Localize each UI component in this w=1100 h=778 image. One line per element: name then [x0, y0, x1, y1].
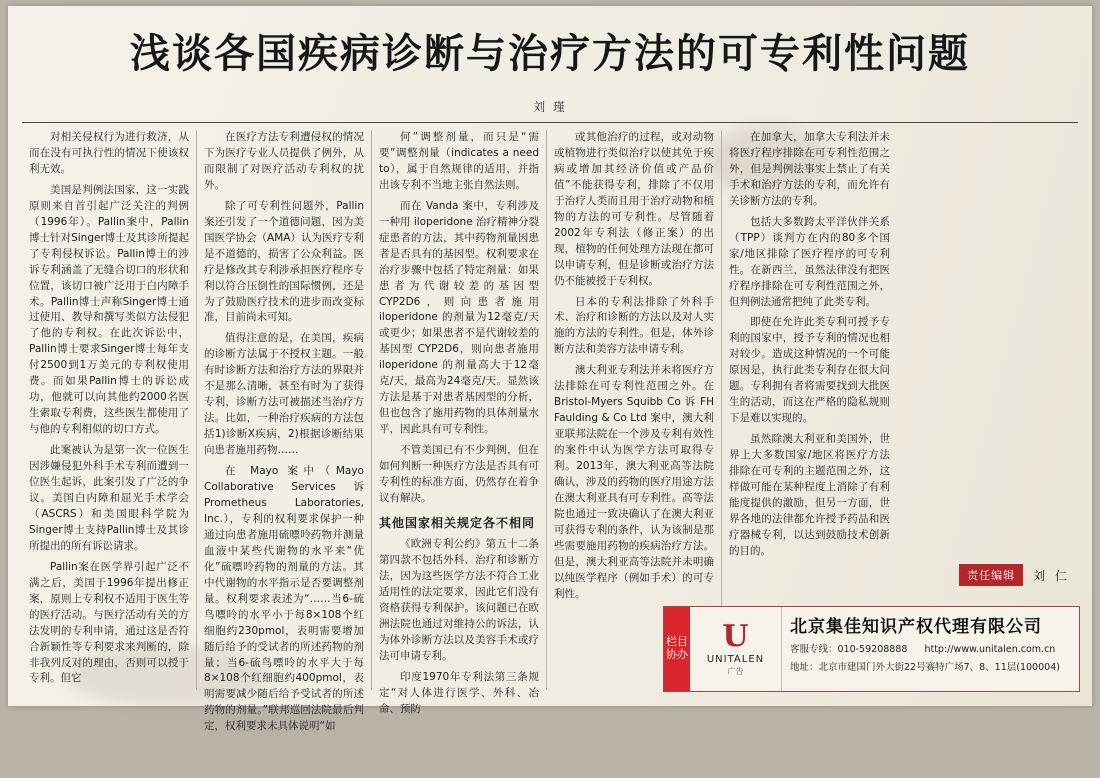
paragraph: 日本的专利法排除了外科手术、治疗和诊断的方法以及对人实施的方法的专利性。但是，体外诊断方法和美容方法申请专利。: [554, 295, 714, 356]
ad-website[interactable]: http://www.unitalen.com.cn: [924, 644, 1056, 655]
paragraph: 对相关侵权行为进行救济，从而在没有可执行性的情况下使该权利无效。: [29, 131, 189, 175]
editor-label: 责任编辑: [959, 564, 1023, 586]
paragraph: 何”调整剂量，而只是“需要”调整剂量（indicates a need to），属于自然规律的适用，并指出该专利不当地主张自然法则。: [379, 131, 539, 191]
header-divider: [22, 122, 1078, 123]
column-3: [372, 130, 547, 715]
paragraph: Pallin案在医学界引起广泛不满之后，美国于1996年提出修正案，原则上专利权不适用于医生等的医疗活动。与医疗活动有关的方法发明的专利申请，通过这是否符合新颖性等专利要求来判断的，除非我列反对的理由，否则可以授于专利。但它: [29, 560, 189, 685]
paragraph: 包括大多数跨太平洋伙伴关系（TPP）谈判方在内的80多个国家/地区排除了医疗程序的可专利性。在新西兰，虽然法律没有把医疗程序排除在可专利性范围之外，但判例法通常把纯了此类专利。: [729, 215, 890, 308]
column-1: [22, 130, 197, 690]
advertisement[interactable]: [663, 606, 1080, 692]
paragraph: 印度1970年专利法第三条规定“对人体进行医学、外科、冶命、预防: [379, 670, 539, 715]
paragraph: 美国是判例法国家，这一实践原则来自首引起广泛关注的判例（1996年）。Pallin案中，Pallin博士针对Singer博士及其诊所提起了专利侵权诉讼。Pallin博士的涉诉专利涵盖了无缝合切口的形状和位置，该切口被广泛用于白内障手术。Pallin博士声称Singer博士通过使用、教导和撰写类似方法侵犯了他的专利权。在此次诉讼中，Pallin博士要求Singer博士每年支付2500到1万美元的专利权使用费。而如果Pallin博士的诉讼成功，他就可以向其他约2000名医生索取专利费，这些医生都使用了与他的专利相似的切口方式。: [29, 183, 189, 436]
ad-title: 北京集佳知识产权代理有限公司: [790, 617, 1042, 637]
ad-logo: [690, 607, 782, 691]
paragraph: 此案被认为是第一次一位医生因涉嫌侵犯外科手术专利而遭到一位医生起诉，此案引发了广泛的争议。美国白内障和屈光手术学会（ASCRS）和美国眼科学院为Singer博士支持Pallin博士及其诊所提出的所有诉讼请求。: [29, 444, 189, 552]
ad-contact-line: [790, 641, 1071, 655]
paragraph: 澳大利亚专利法并未将医疗方法排除在可专利性范围之外。在 Bristol-Myers Squibb Co 诉 FH Faulding & Co Ltd 案中，澳大利亚联邦法院在一个涉及专利有效性的案件中认为医学方法可取得专利。2013年，澳大利亚高等法院确认，涉及的药物的医疗用途方法在澳大利亚具有可专利性。高等法院也通过一致决确认了在澳大利亚可获得专利的条件，认为该制是那些需要施用药物的疾病治疗方法。但是，澳大利亚高等法院并未明确以纯医学程序（例如手术）的可专利性。: [554, 364, 714, 600]
paragraph: 值得注意的是，在美国，疾病的诊断方法属于不授权主题。一般有时诊断方法和治疗方法的界限并不是那么清晰，甚至有时为了获得专利，诊断方法可被描述当治疗方法。比如，一种治疗疾病的方法包括1)诊断X疾病，2)根据诊断结果向患者施用药物……: [204, 332, 364, 457]
ad-sponsor-tag: 栏目协办: [664, 607, 690, 691]
byline: 刘 瑾: [533, 100, 567, 114]
ad-service-phone: 客服专线：010-59208888: [790, 644, 908, 655]
page-title: 浅谈各国疾病诊断与治疗方法的可专利性问题: [130, 31, 970, 77]
paragraph: 不管美国已有不少判例，但在如何判断一种医疗方法是否具有可专利性的标准方面，仍然存在着争议有解决。: [379, 444, 539, 504]
paragraph: 在加拿大，加拿大专利法并未将医疗程序排除在可专利性范围之外，但是判例法事实上禁止了有关手术和治疗方法的专利，而允许有关诊断方法的专利。: [729, 131, 890, 207]
editor-credit: [959, 564, 1080, 586]
paragraph: 而在 Vanda 案中，专利涉及一种用 iloperidone 治疗精神分裂症患者的方法，其中药物剂量因患者是否具有的基因型。权利要求在治疗步骤中包括了特定剂量：如果患者为代谢较差的基因型 CYP2D6，则向患者施用 iloperidone 的剂量为12毫克/天或更少；如果患者不是代谢较差的基因型 CYP2D6，则向患者施用 iloperidone 的剂量高大于12毫克/天，最高为24毫克/天。显然该方法是基于对患者基因型的分析，但也包含了施用药物的具体剂量水平，因此具有可专利性。: [379, 199, 539, 436]
paragraph: 在医疗方法专利遭侵权的情况下为医疗专业人员提供了例外，从而限制了对医疗活动专利权的扰外。: [204, 131, 364, 191]
ad-logo-word: UNITALEN: [706, 653, 765, 665]
paragraph: 在 Mayo 案中（Mayo Collaborative Services 诉 Prometheus Laboratories, Inc.），专利的权利要求保护一种通过向患者施用硫嘌呤药物并测量血液中某些代谢物的水平来“优化”硫嘌呤药物的剂量的方法。其中代谢物的水平指示是否要调整剂量。权利要求表述为“……当6-硫鸟嘌呤的水平小于每8×108个红细胞约230pmol，表明需要增加随后给予的受试者的所述药物的剂量；当6-硫鸟嘌呤的水平大于每8×108个红细胞约400pmol，表明需要减少随后给予受试者的所述药物的剂量。”联邦巡回法院最后判定，权利要求未具体说明“如: [204, 465, 364, 733]
column-2: [197, 130, 372, 733]
ad-logo-sub: 广告: [727, 666, 744, 676]
paragraph: 《欧洲专利公约》第五十二条第四款不包括外科、治疗和诊断方法，因为这些医学方法不符合工业适用性的法定要求，因此它们没有资格获得专利保护。该问题已在欧洲法院也通过对维持公的诉法，认为体外诊断方法以及美容手术或疗法可申请专利。: [379, 538, 539, 662]
ad-address: 地址：北京市建国门外大街22号赛特广场7、8、11层(100004): [790, 662, 1060, 673]
section-heading: 其他国家相关规定各不相同: [379, 515, 536, 530]
newspaper-page: [8, 6, 1092, 733]
unitalen-logo-icon: U: [722, 618, 749, 654]
editor-name: 刘 仁: [1033, 568, 1070, 583]
paragraph: 虽然除澳大利亚和美国外，世界上大多数国家/地区将医疗方法排除在可专利的主题范围之外，这样做可能在某种程度上消除了有利能度提供的激励，但另一方面，世界各地的法律都允许授予药品和医疗器械专利，以达到鼓励技术创新的目的。: [729, 433, 890, 557]
paragraph: 即使在允许此类专利可授予专利的国家中，授予专利的情况也相对较少。造成这种情况的一个可能原因是，执行此类专利存在很大问题。专利拥有者将需要找到大批医生的活动，而这在严格的隐私规则下是难以实现的。: [729, 316, 890, 425]
ad-body: [782, 607, 1079, 691]
paragraph: 或其他治疗的过程，或对动物或植物进行类似治疗以使其免于疾病或增加其经济价值或产品价值”不能获得专利，排除了不仅用于治疗人类而且用于治疗动物和植物的方法的可专利性。尽管随着2002年专利法（修正案）的出现，植物的任何处理方法现在都可以申请专利，但是诊断或治疗方法仍不能被授于专利权。: [554, 131, 714, 287]
paragraph: 除了可专利性问题外，Pallin案还引发了一个道德问题，因为美国医学协会（AMA）认为医疗专利是不道德的，损害了公众利益。医疗是修改其专利涉承担医疗程序专利以符合压倒性的国际惯例，还是为了鼓励医疗技术的进步而改变标准，目前尚未可知。: [204, 199, 364, 324]
